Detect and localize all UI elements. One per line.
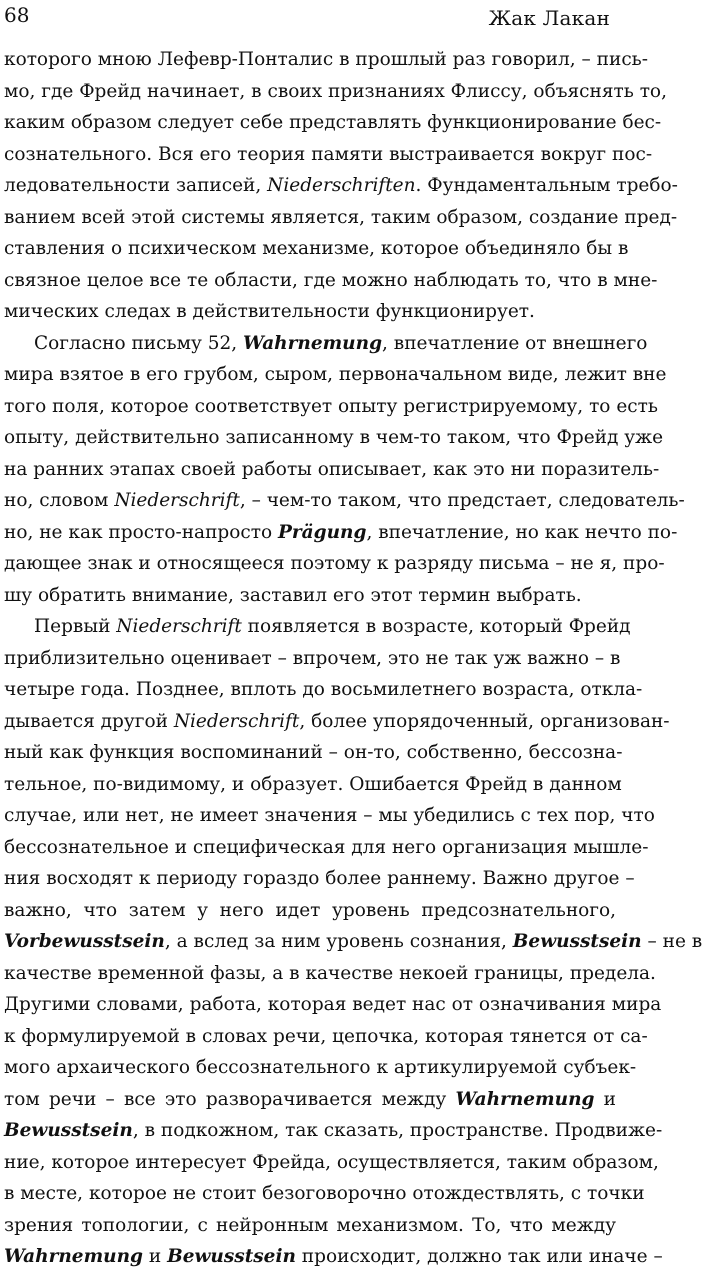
text-run: , впечатление от внешнего: [382, 332, 648, 354]
text-run: мого архаического бессознательного к артикулируемой субъек-: [4, 1057, 637, 1078]
text-run: тельное, по-видимому, и образует. Ошибается Фрейд в данном: [4, 773, 622, 795]
text-line: [4, 391, 658, 423]
text-line: [4, 107, 662, 139]
text-line: [4, 674, 643, 706]
text-line: [4, 1147, 659, 1179]
text-run: Другими словами, работа, которая ведет нас от означивания мира: [4, 994, 662, 1015]
text-line: [4, 706, 670, 738]
text-run: , а вслед за ним уровень сознания,: [164, 931, 513, 952]
text-line: [4, 1052, 637, 1084]
body-text: [4, 44, 702, 1273]
text-run: ния восходят к периоду гораздо более раннему. Важно другое –: [4, 868, 635, 889]
text-line: [4, 1178, 645, 1210]
text-run: дывается другой: [4, 710, 174, 732]
text-run: Wahrnemung: [4, 1246, 143, 1267]
text-line: [4, 926, 702, 958]
text-run: связное целое все те области, где можно наблюдать то, что в мне-: [4, 269, 658, 291]
text-line: [4, 1241, 663, 1273]
text-run: том речи – все это разворачивается между: [4, 1088, 456, 1110]
text-line: [4, 233, 629, 265]
text-line: [4, 202, 678, 234]
text-run: мира взятое в его грубом, сыром, первоначальном виде, лежит вне: [4, 364, 667, 385]
text-line: [4, 863, 635, 895]
page-number: 68: [4, 3, 30, 27]
text-run: Prägung: [278, 521, 367, 543]
text-run: , более упорядоченный, организован-: [299, 710, 670, 732]
text-run: ный как функция воспоминаний – он-то, собственно, бессозна-: [4, 742, 623, 763]
text-line: [4, 643, 621, 675]
text-line: [4, 328, 648, 360]
text-line: [4, 611, 631, 643]
text-run: мических следах в действительности функционирует.: [4, 301, 535, 322]
text-run: которого мною Лефевр-Понталис в прошлый раз говорил, – пись-: [4, 49, 649, 70]
text-line: [4, 139, 653, 171]
text-line: [4, 1210, 616, 1242]
text-line: [4, 737, 623, 769]
text-run: того поля, которое соответствует опыту регистрируемому, то есть: [4, 395, 658, 417]
text-run: Vorbewusstsein: [4, 931, 165, 952]
text-run: Bewusstsein: [512, 931, 642, 952]
text-run: появляется в возрасте, который Фрейд: [241, 616, 631, 637]
text-run: . Фундаментальным требо-: [415, 175, 678, 196]
text-line: [4, 454, 660, 486]
text-run: Wahrnemung: [243, 332, 383, 354]
text-run: происходит, должно так или иначе –: [295, 1246, 663, 1267]
running-head: Жак Лакан: [488, 6, 610, 30]
text-run: дающее знак и относящееся поэтому к разряду письма – не я, про-: [4, 553, 665, 574]
text-line: [4, 548, 665, 580]
text-run: Первый: [34, 616, 117, 637]
text-line: [4, 800, 655, 832]
text-run: зрения топологии, с нейронным механизмом. То, что между: [4, 1214, 616, 1236]
text-run: Bewusstsein: [167, 1246, 296, 1267]
text-run: Niederschrift: [173, 710, 300, 732]
text-run: бессознательное и специфическая для него организация мышле-: [4, 836, 649, 858]
text-run: в месте, которое не стоит безоговорочно отождествлять, с точки: [4, 1183, 645, 1204]
text-run: – не в: [641, 931, 702, 952]
text-run: Niederschriften: [267, 175, 416, 196]
text-line: [4, 517, 678, 549]
text-line: [4, 1084, 616, 1116]
text-line: [4, 485, 685, 517]
text-run: качестве временной фазы, а в качестве некоей границы, предела.: [4, 962, 656, 984]
text-line: [4, 422, 664, 454]
text-line: [4, 44, 649, 76]
text-line: [4, 895, 616, 927]
text-line: [4, 1021, 648, 1053]
text-run: шу обратить внимание, заставил его этот термин выбрать.: [4, 584, 582, 606]
text-run: Bewusstsein: [4, 1120, 133, 1141]
text-run: случае, или нет, не имеет значения – мы убедились с тех пор, что: [4, 805, 655, 826]
text-line: [4, 265, 658, 297]
text-run: но, словом: [4, 490, 115, 511]
text-run: опыту, действительно записанному в чем-то таком, что Фрейд уже: [4, 427, 664, 448]
text-run: Wahrnemung: [455, 1088, 595, 1110]
text-line: [4, 580, 616, 612]
text-run: ледовательности записей,: [4, 175, 268, 196]
text-run: , – чем-то таком, что предстает, следователь-: [239, 490, 685, 511]
text-line: [4, 769, 622, 801]
text-run: ванием всей этой системы является, таким образом, создание пред-: [4, 206, 678, 228]
text-run: четыре года. Позднее, вплоть до восьмилетнего возраста, откла-: [4, 679, 643, 700]
text-line: [4, 296, 616, 328]
text-line: [4, 170, 678, 202]
text-run: каким образом следует себе представлять функционирование бес-: [4, 112, 662, 133]
text-run: , в подкожном, так сказать, пространстве. Продвиже-: [132, 1120, 663, 1141]
text-run: но, не как просто-напросто: [4, 521, 279, 543]
text-line: [4, 832, 649, 864]
text-run: к формулируемой в словах речи, цепочка, которая тянется от са-: [4, 1025, 648, 1047]
text-line: [4, 76, 667, 108]
text-run: на ранних этапах своей работы описывает, как это ни поразитель-: [4, 458, 660, 480]
text-run: ние, которое интересует Фрейда, осуществляется, таким образом,: [4, 1151, 659, 1173]
text-run: Niederschrift: [114, 490, 240, 511]
text-line: [4, 989, 662, 1021]
text-run: мо, где Фрейд начинает, в своих признаниях Флиссу, объяснять то,: [4, 80, 667, 102]
text-run: приблизительно оценивает – впрочем, это не так уж важно – в: [4, 647, 621, 669]
text-line: [4, 958, 656, 990]
text-run: сознательного. Вся его теория памяти выстраивается вокруг пос-: [4, 143, 653, 165]
text-line: [4, 359, 667, 391]
text-run: Niederschrift: [116, 616, 242, 637]
text-run: , впечатление, но как нечто по-: [366, 521, 678, 543]
text-run: и: [594, 1088, 616, 1110]
text-line: [4, 1115, 663, 1147]
text-run: Согласно письму 52,: [34, 332, 244, 354]
text-run: и: [143, 1246, 168, 1267]
text-run: важно, что затем у него идет уровень предсознательного,: [4, 899, 616, 921]
text-run: ставления о психическом механизме, которое объединяло бы в: [4, 238, 629, 259]
